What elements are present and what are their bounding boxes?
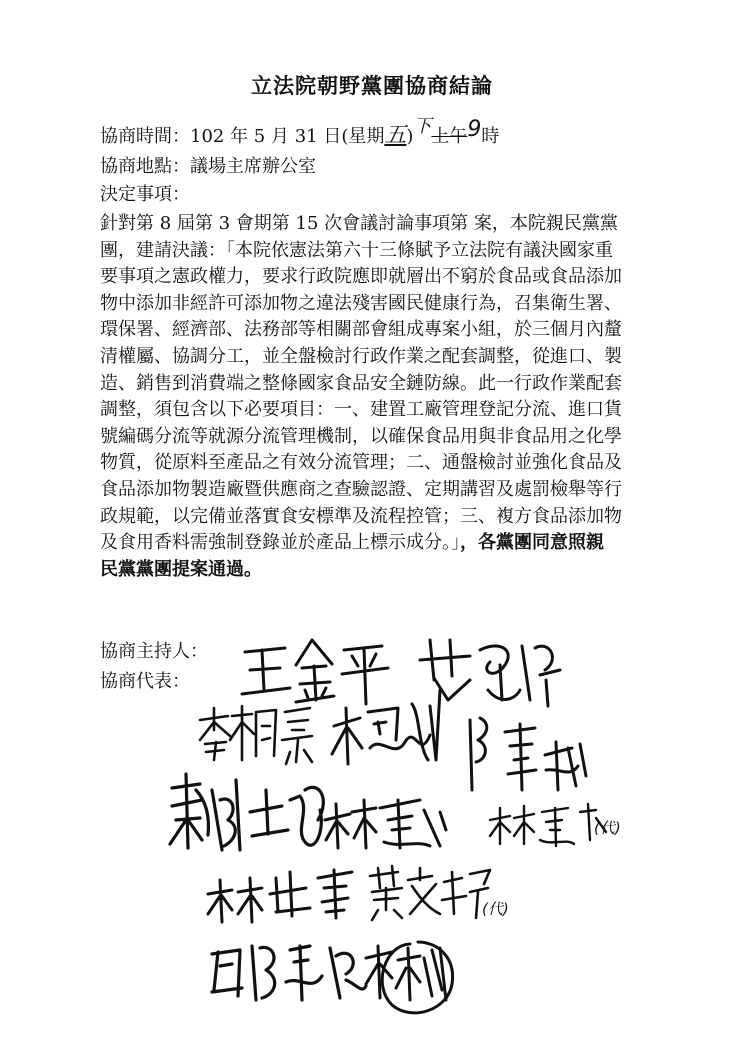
body-line: 要事項之憲政權力，要求行政院應即就層出不窮於食品或食品添加 <box>100 266 622 288</box>
body-line-text: 及食用香料需強制登錄並於產品上標示成分。」 <box>100 532 460 554</box>
signature-11-icon <box>366 942 453 1013</box>
body-line: 政規範，以完備並落實食安標準及流程控管；三、複方食品添加物 <box>100 505 622 527</box>
paren-close: ) <box>406 126 414 147</box>
proxy-mark-1: (代) <box>594 819 621 837</box>
ampm-printed: 上午 <box>431 126 468 147</box>
proxy-mark-2: (代) <box>482 900 509 918</box>
hour-handwritten: 9 <box>467 117 482 142</box>
host-label: 協商主持人： <box>100 641 208 662</box>
body-line: 清權屬、協調分工，並全盤檢討行政作業之配套調整，從進口、製 <box>100 345 622 367</box>
body-line: 團，建請決議：「本院依憲法第六十三條賦予立法院有議決國家重 <box>100 239 613 261</box>
meeting-place-label: 協商地點： <box>100 156 190 177</box>
ampm-handwritten: 下 <box>413 116 432 137</box>
signature-4-icon <box>470 718 586 790</box>
body-line: 食品添加物製造廠暨供應商之查驗認證、定期講習及處罰檢舉等行 <box>100 478 622 500</box>
body-line: 針對第 8 屆第 3 會期第 15 次會議討論事項第 案，本院親民黨黨 <box>100 213 618 234</box>
hour-unit: 時 <box>481 126 500 147</box>
body-line: 調整，須包含以下必要項目：一、建置工廠管理登記分流、進口貨 <box>100 399 622 421</box>
body-line: 物中添加非經許可添加物之違法殘害國民健康行為，召集衛生署、 <box>100 292 622 314</box>
signature-8-icon <box>208 870 352 922</box>
body-line: 號編碼分流等就源分流管理機制，以確保食品用與非食品用之化學 <box>100 425 622 447</box>
meeting-place-value: 議場主席辦公室 <box>190 156 316 177</box>
meeting-date-text: 102 年 5 月 31 日(星期 <box>190 126 385 147</box>
signature-5-icon <box>170 774 323 850</box>
signature-3-icon <box>332 690 440 764</box>
signature-0-icon <box>242 640 388 704</box>
meeting-time-label: 協商時間： <box>100 126 190 147</box>
signature-10-icon <box>212 946 366 1000</box>
rep-label: 協商代表： <box>100 671 190 692</box>
signature-9-icon <box>370 866 490 920</box>
signature-2-icon <box>200 706 312 764</box>
document-title: 立法院朝野黨團協商結論 <box>251 73 493 98</box>
weekday-handwritten: 五 <box>384 123 407 148</box>
body-line: 造、銷售到消費端之整條國家食品安全鏈防線。此一行政作業配套 <box>100 372 622 394</box>
signature-7-icon <box>490 804 606 846</box>
body-line: 環保署、經濟部、法務部等相關部會組成專案小組，於三個月內釐 <box>100 319 622 341</box>
decision-label: 決定事項： <box>100 184 190 205</box>
body-final-line: 民黨黨團提案通過。 <box>100 558 262 580</box>
body-bold-text: ，各黨團同意照親 <box>460 532 604 554</box>
signature-6-icon <box>325 800 446 848</box>
body-line: 物質，從原料至產品之有效分流管理；二、通盤檢討並強化食品及 <box>100 452 622 474</box>
